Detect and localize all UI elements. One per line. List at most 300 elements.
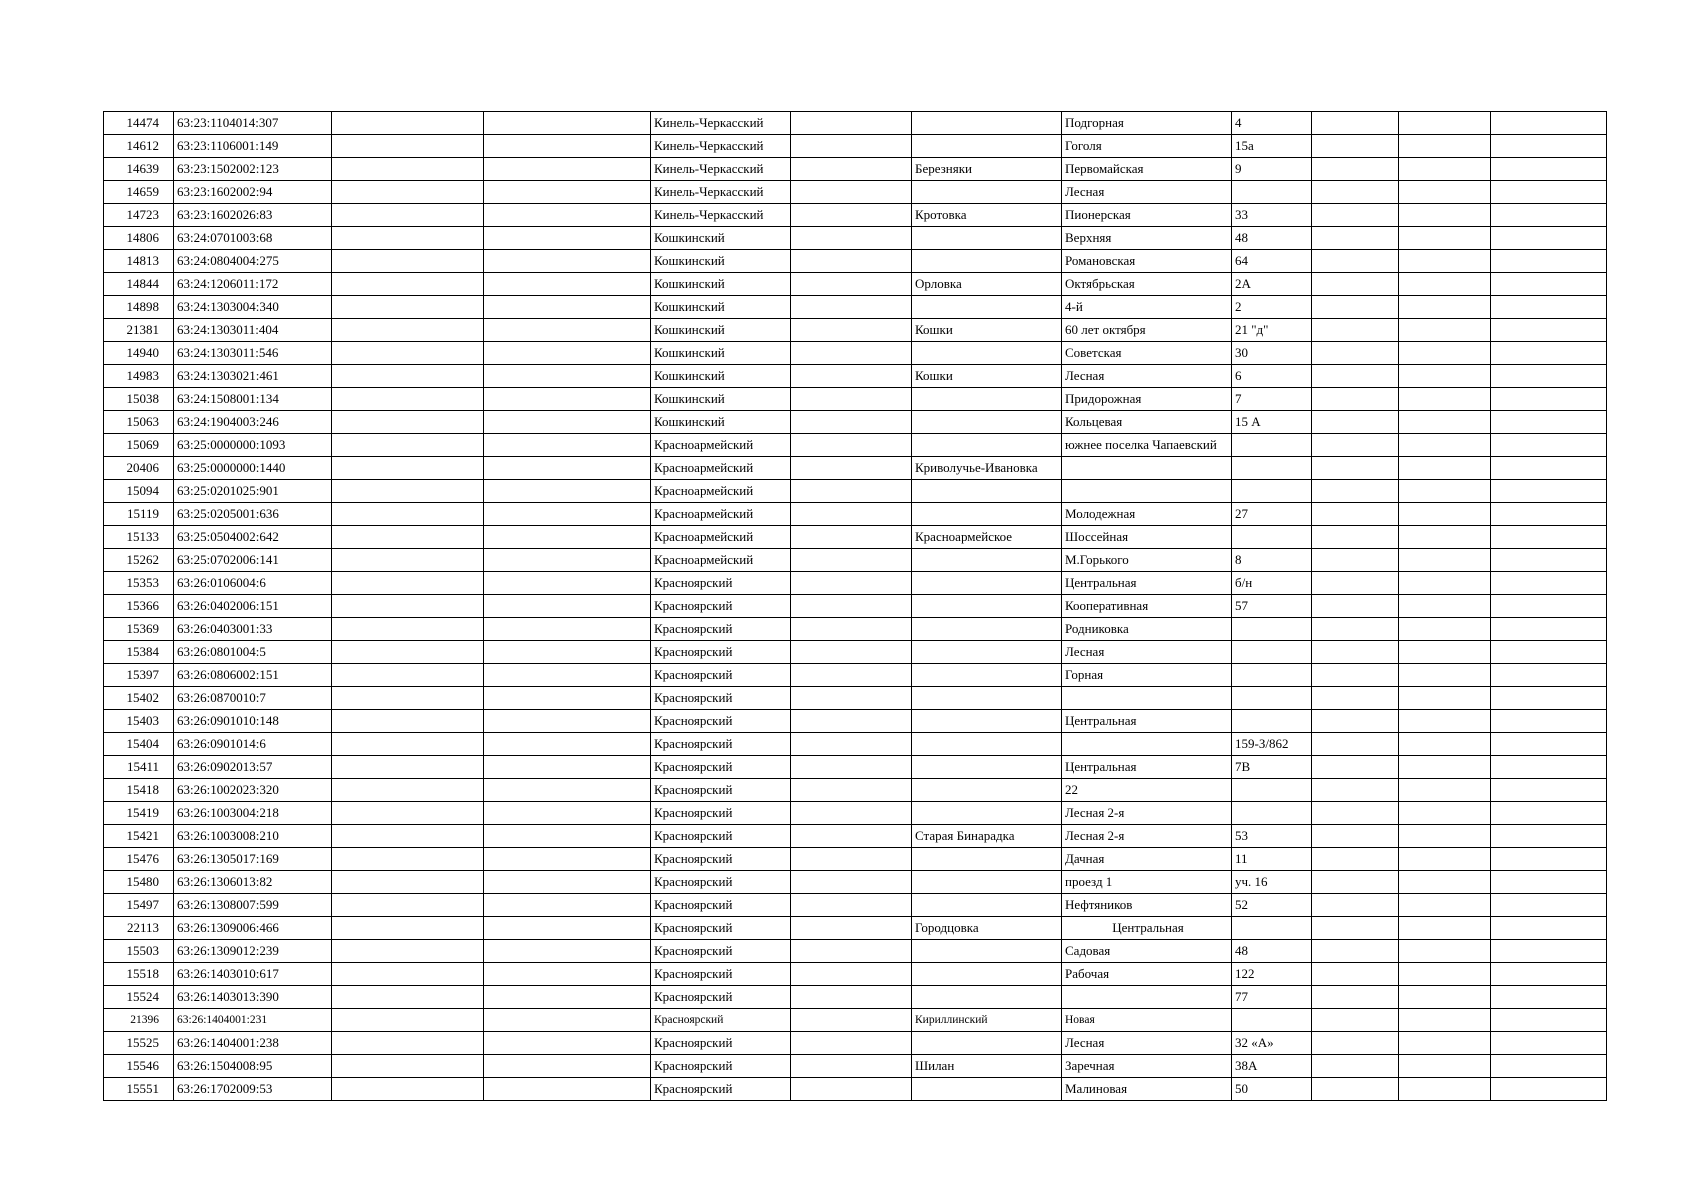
cell-district: Красноярский — [651, 940, 791, 963]
cell-blank-col-6 — [791, 227, 912, 250]
cell-settlement — [912, 1078, 1062, 1101]
cell-street: Садовая — [1062, 940, 1232, 963]
cell-district: Красноярский — [651, 779, 791, 802]
cell-blank-col-3 — [332, 733, 484, 756]
cell-cadastral-number: 63:26:1504008:95 — [174, 1055, 332, 1078]
cell-blank-col-6 — [791, 480, 912, 503]
cell-blank-col-6 — [791, 756, 912, 779]
cell-blank-col-10 — [1312, 319, 1399, 342]
cell-district: Красноармейский — [651, 457, 791, 480]
cell-settlement: Шилан — [912, 1055, 1062, 1078]
cell-district: Красноярский — [651, 710, 791, 733]
cell-blank-col-6 — [791, 871, 912, 894]
table-row — [104, 825, 1607, 848]
cell-district: Кинель-Черкасский — [651, 112, 791, 135]
cell-blank-col-11 — [1399, 1009, 1491, 1032]
cell-cadastral-number: 63:26:1002023:320 — [174, 779, 332, 802]
cell-blank-col-10 — [1312, 158, 1399, 181]
table-row — [104, 1055, 1607, 1078]
table-row — [104, 480, 1607, 503]
cell-blank-col-12 — [1491, 135, 1607, 158]
cell-blank-col-12 — [1491, 181, 1607, 204]
cell-blank-col-6 — [791, 1078, 912, 1101]
cell-settlement — [912, 641, 1062, 664]
cell-street: Нефтяников — [1062, 894, 1232, 917]
cell-house-number — [1232, 641, 1312, 664]
cell-district: Красноармейский — [651, 503, 791, 526]
cell-blank-col-6 — [791, 641, 912, 664]
cell-blank-col-3 — [332, 365, 484, 388]
table-row — [104, 871, 1607, 894]
cell-blank-col-6 — [791, 342, 912, 365]
cell-blank-col-12 — [1491, 1009, 1607, 1032]
cell-blank-col-12 — [1491, 664, 1607, 687]
cell-settlement: Красноармейское — [912, 526, 1062, 549]
cell-street: Лесная — [1062, 1032, 1232, 1055]
cell-street: Центральная — [1062, 917, 1232, 940]
cell-blank-col-12 — [1491, 112, 1607, 135]
cell-blank-col-4 — [484, 1055, 651, 1078]
cell-street: Родниковка — [1062, 618, 1232, 641]
cell-house-number — [1232, 664, 1312, 687]
cell-settlement: Криволучье-Ивановка — [912, 457, 1062, 480]
cell-district: Красноярский — [651, 1009, 791, 1032]
cell-blank-col-3 — [332, 273, 484, 296]
cell-blank-col-12 — [1491, 526, 1607, 549]
cell-cadastral-number: 63:26:1404001:231 — [174, 1009, 332, 1032]
cell-blank-col-3 — [332, 779, 484, 802]
cell-blank-col-11 — [1399, 411, 1491, 434]
cell-district: Красноярский — [651, 687, 791, 710]
cell-settlement — [912, 595, 1062, 618]
cell-blank-col-12 — [1491, 158, 1607, 181]
cell-row-id: 14806 — [104, 227, 174, 250]
cell-row-id: 15411 — [104, 756, 174, 779]
cell-settlement — [912, 112, 1062, 135]
cell-blank-col-3 — [332, 664, 484, 687]
cell-cadastral-number: 63:24:1206011:172 — [174, 273, 332, 296]
cell-district: Кошкинский — [651, 365, 791, 388]
cell-blank-col-4 — [484, 503, 651, 526]
cell-district: Кошкинский — [651, 342, 791, 365]
cell-blank-col-12 — [1491, 986, 1607, 1009]
cell-blank-col-3 — [332, 940, 484, 963]
table-row — [104, 940, 1607, 963]
cell-blank-col-11 — [1399, 848, 1491, 871]
cell-row-id: 15369 — [104, 618, 174, 641]
cell-row-id: 14940 — [104, 342, 174, 365]
cell-blank-col-10 — [1312, 204, 1399, 227]
cell-district: Кинель-Черкасский — [651, 204, 791, 227]
cell-blank-col-12 — [1491, 549, 1607, 572]
cell-blank-col-10 — [1312, 986, 1399, 1009]
cell-blank-col-4 — [484, 342, 651, 365]
cell-blank-col-12 — [1491, 894, 1607, 917]
cell-blank-col-3 — [332, 342, 484, 365]
cell-settlement — [912, 227, 1062, 250]
cell-row-id: 14898 — [104, 296, 174, 319]
cell-row-id: 14639 — [104, 158, 174, 181]
cell-blank-col-6 — [791, 802, 912, 825]
cell-row-id: 15524 — [104, 986, 174, 1009]
cell-blank-col-11 — [1399, 434, 1491, 457]
cell-blank-col-10 — [1312, 894, 1399, 917]
cell-blank-col-11 — [1399, 664, 1491, 687]
cell-blank-col-12 — [1491, 963, 1607, 986]
cell-settlement — [912, 894, 1062, 917]
cell-blank-col-6 — [791, 1032, 912, 1055]
cell-blank-col-10 — [1312, 779, 1399, 802]
cell-row-id: 15133 — [104, 526, 174, 549]
cell-street: Романовская — [1062, 250, 1232, 273]
cell-blank-col-10 — [1312, 112, 1399, 135]
cell-street: Октябрьская — [1062, 273, 1232, 296]
cell-blank-col-12 — [1491, 273, 1607, 296]
table-row — [104, 250, 1607, 273]
cell-blank-col-12 — [1491, 342, 1607, 365]
cell-settlement — [912, 963, 1062, 986]
cell-street: Центральная — [1062, 756, 1232, 779]
cell-blank-col-6 — [791, 618, 912, 641]
cell-blank-col-6 — [791, 779, 912, 802]
cell-blank-col-6 — [791, 687, 912, 710]
cell-street: Лесная — [1062, 641, 1232, 664]
cell-house-number: 48 — [1232, 940, 1312, 963]
table-row — [104, 664, 1607, 687]
cell-street — [1062, 480, 1232, 503]
cell-blank-col-6 — [791, 181, 912, 204]
cell-street: 22 — [1062, 779, 1232, 802]
cell-blank-col-12 — [1491, 710, 1607, 733]
cell-row-id: 15551 — [104, 1078, 174, 1101]
cell-blank-col-11 — [1399, 319, 1491, 342]
cell-blank-col-11 — [1399, 296, 1491, 319]
cell-settlement — [912, 848, 1062, 871]
cell-blank-col-4 — [484, 894, 651, 917]
cell-district: Красноярский — [651, 917, 791, 940]
cell-street: Верхняя — [1062, 227, 1232, 250]
cell-district: Кинель-Черкасский — [651, 135, 791, 158]
cell-blank-col-12 — [1491, 480, 1607, 503]
table-row — [104, 227, 1607, 250]
cell-house-number — [1232, 526, 1312, 549]
cell-street: Придорожная — [1062, 388, 1232, 411]
cell-house-number — [1232, 917, 1312, 940]
cell-row-id: 15525 — [104, 1032, 174, 1055]
cell-blank-col-3 — [332, 250, 484, 273]
cell-settlement — [912, 296, 1062, 319]
cell-blank-col-3 — [332, 802, 484, 825]
cell-blank-col-4 — [484, 158, 651, 181]
cell-blank-col-10 — [1312, 572, 1399, 595]
cell-row-id: 15353 — [104, 572, 174, 595]
cell-blank-col-4 — [484, 779, 651, 802]
cell-blank-col-12 — [1491, 503, 1607, 526]
cell-row-id: 15063 — [104, 411, 174, 434]
cell-district: Кошкинский — [651, 388, 791, 411]
table-row — [104, 319, 1607, 342]
cell-district: Красноармейский — [651, 526, 791, 549]
cell-cadastral-number: 63:25:0205001:636 — [174, 503, 332, 526]
cell-blank-col-11 — [1399, 986, 1491, 1009]
cell-house-number — [1232, 480, 1312, 503]
cell-street: Советская — [1062, 342, 1232, 365]
cell-row-id: 14612 — [104, 135, 174, 158]
cell-house-number: 2А — [1232, 273, 1312, 296]
cell-blank-col-11 — [1399, 342, 1491, 365]
cell-blank-col-10 — [1312, 365, 1399, 388]
table-row — [104, 135, 1607, 158]
cell-blank-col-4 — [484, 848, 651, 871]
cell-row-id: 15403 — [104, 710, 174, 733]
cell-row-id: 15480 — [104, 871, 174, 894]
cell-blank-col-11 — [1399, 273, 1491, 296]
cell-row-id: 15404 — [104, 733, 174, 756]
cell-blank-col-6 — [791, 1055, 912, 1078]
cell-cadastral-number: 63:24:1303011:546 — [174, 342, 332, 365]
cell-settlement — [912, 779, 1062, 802]
cell-street — [1062, 733, 1232, 756]
cell-row-id: 15421 — [104, 825, 174, 848]
cell-blank-col-6 — [791, 549, 912, 572]
cell-house-number: 77 — [1232, 986, 1312, 1009]
table-row — [104, 296, 1607, 319]
cell-blank-col-12 — [1491, 457, 1607, 480]
cell-settlement — [912, 687, 1062, 710]
cell-blank-col-6 — [791, 457, 912, 480]
cell-blank-col-10 — [1312, 963, 1399, 986]
cell-cadastral-number: 63:26:0901014:6 — [174, 733, 332, 756]
table-row — [104, 365, 1607, 388]
cell-blank-col-10 — [1312, 618, 1399, 641]
cell-blank-col-6 — [791, 572, 912, 595]
cell-district: Красноярский — [651, 664, 791, 687]
cell-blank-col-4 — [484, 526, 651, 549]
cell-house-number — [1232, 687, 1312, 710]
cell-house-number: 64 — [1232, 250, 1312, 273]
cell-settlement — [912, 664, 1062, 687]
cell-blank-col-11 — [1399, 733, 1491, 756]
cell-house-number: уч. 16 — [1232, 871, 1312, 894]
cell-street: Пионерская — [1062, 204, 1232, 227]
cell-blank-col-11 — [1399, 181, 1491, 204]
cell-settlement — [912, 756, 1062, 779]
cell-blank-col-3 — [332, 641, 484, 664]
cell-blank-col-3 — [332, 572, 484, 595]
cell-blank-col-4 — [484, 1078, 651, 1101]
cell-blank-col-12 — [1491, 871, 1607, 894]
cell-blank-col-3 — [332, 963, 484, 986]
cell-street: Лесная — [1062, 365, 1232, 388]
cell-blank-col-4 — [484, 572, 651, 595]
table-row — [104, 112, 1607, 135]
cell-house-number: 33 — [1232, 204, 1312, 227]
cell-blank-col-6 — [791, 917, 912, 940]
cell-street: Молодежная — [1062, 503, 1232, 526]
cell-row-id: 14813 — [104, 250, 174, 273]
cell-house-number: 159-З/862 — [1232, 733, 1312, 756]
cell-settlement — [912, 135, 1062, 158]
cell-blank-col-6 — [791, 940, 912, 963]
cell-settlement — [912, 940, 1062, 963]
cell-blank-col-6 — [791, 825, 912, 848]
cell-blank-col-10 — [1312, 940, 1399, 963]
cell-cadastral-number: 63:26:1309006:466 — [174, 917, 332, 940]
cell-blank-col-10 — [1312, 756, 1399, 779]
cell-cadastral-number: 63:26:0106004:6 — [174, 572, 332, 595]
cell-blank-col-12 — [1491, 296, 1607, 319]
cell-house-number: 53 — [1232, 825, 1312, 848]
cell-row-id: 15038 — [104, 388, 174, 411]
table-row — [104, 549, 1607, 572]
cell-blank-col-11 — [1399, 549, 1491, 572]
cell-row-id: 14723 — [104, 204, 174, 227]
cell-settlement — [912, 250, 1062, 273]
cell-blank-col-3 — [332, 158, 484, 181]
cell-blank-col-3 — [332, 894, 484, 917]
cell-blank-col-4 — [484, 825, 651, 848]
cell-blank-col-11 — [1399, 1078, 1491, 1101]
cell-house-number: 7В — [1232, 756, 1312, 779]
cell-blank-col-12 — [1491, 756, 1607, 779]
cell-blank-col-12 — [1491, 733, 1607, 756]
cell-house-number — [1232, 710, 1312, 733]
cell-blank-col-11 — [1399, 963, 1491, 986]
cell-blank-col-12 — [1491, 687, 1607, 710]
cell-house-number: 50 — [1232, 1078, 1312, 1101]
cell-row-id: 20406 — [104, 457, 174, 480]
cell-cadastral-number: 63:26:1003008:210 — [174, 825, 332, 848]
table-row — [104, 733, 1607, 756]
cell-street: Кооперативная — [1062, 595, 1232, 618]
cell-blank-col-6 — [791, 135, 912, 158]
cell-blank-col-12 — [1491, 917, 1607, 940]
cell-settlement — [912, 802, 1062, 825]
cell-blank-col-4 — [484, 112, 651, 135]
cell-blank-col-10 — [1312, 802, 1399, 825]
cell-district: Красноярский — [651, 595, 791, 618]
cell-cadastral-number: 63:26:1306013:82 — [174, 871, 332, 894]
cell-house-number: 15 А — [1232, 411, 1312, 434]
cell-street: 4-й — [1062, 296, 1232, 319]
cell-cadastral-number: 63:26:1403010:617 — [174, 963, 332, 986]
cell-row-id: 15402 — [104, 687, 174, 710]
cell-row-id: 21381 — [104, 319, 174, 342]
cell-cadastral-number: 63:25:0504002:642 — [174, 526, 332, 549]
cell-blank-col-3 — [332, 181, 484, 204]
cell-house-number: 32 «А» — [1232, 1032, 1312, 1055]
cell-blank-col-12 — [1491, 434, 1607, 457]
cell-settlement — [912, 342, 1062, 365]
cell-district: Красноармейский — [651, 549, 791, 572]
cell-blank-col-10 — [1312, 549, 1399, 572]
table-row — [104, 618, 1607, 641]
table-row — [104, 342, 1607, 365]
cell-blank-col-3 — [332, 135, 484, 158]
cell-blank-col-3 — [332, 204, 484, 227]
cell-cadastral-number: 63:23:1502002:123 — [174, 158, 332, 181]
cell-blank-col-3 — [332, 319, 484, 342]
cell-settlement — [912, 871, 1062, 894]
cell-settlement: Кошки — [912, 365, 1062, 388]
cell-street: Малиновая — [1062, 1078, 1232, 1101]
cell-street: Центральная — [1062, 572, 1232, 595]
cell-blank-col-12 — [1491, 250, 1607, 273]
cell-blank-col-6 — [791, 365, 912, 388]
cell-cadastral-number: 63:24:1303004:340 — [174, 296, 332, 319]
cell-district: Красноярский — [651, 572, 791, 595]
cell-cadastral-number: 63:26:0801004:5 — [174, 641, 332, 664]
table-row — [104, 779, 1607, 802]
cell-blank-col-6 — [791, 411, 912, 434]
cell-cadastral-number: 63:26:1003004:218 — [174, 802, 332, 825]
cell-blank-col-3 — [332, 1055, 484, 1078]
table-row — [104, 204, 1607, 227]
cell-blank-col-6 — [791, 388, 912, 411]
cell-blank-col-3 — [332, 871, 484, 894]
cell-row-id: 15419 — [104, 802, 174, 825]
cell-blank-col-11 — [1399, 204, 1491, 227]
cell-blank-col-12 — [1491, 595, 1607, 618]
cell-blank-col-10 — [1312, 825, 1399, 848]
cell-house-number: 21 "д" — [1232, 319, 1312, 342]
cell-settlement — [912, 1032, 1062, 1055]
cell-house-number: 57 — [1232, 595, 1312, 618]
cell-blank-col-12 — [1491, 1055, 1607, 1078]
cell-blank-col-11 — [1399, 526, 1491, 549]
cell-blank-col-11 — [1399, 457, 1491, 480]
cell-cadastral-number: 63:23:1106001:149 — [174, 135, 332, 158]
data-table — [103, 111, 1607, 1101]
cell-house-number: 2 — [1232, 296, 1312, 319]
cell-blank-col-6 — [791, 112, 912, 135]
cell-cadastral-number: 63:24:1904003:246 — [174, 411, 332, 434]
cell-cadastral-number: 63:24:1303021:461 — [174, 365, 332, 388]
cell-row-id: 15262 — [104, 549, 174, 572]
cell-blank-col-12 — [1491, 641, 1607, 664]
cell-cadastral-number: 63:26:0403001:33 — [174, 618, 332, 641]
cell-blank-col-12 — [1491, 365, 1607, 388]
cell-cadastral-number: 63:24:1508001:134 — [174, 388, 332, 411]
cell-street — [1062, 986, 1232, 1009]
cell-blank-col-10 — [1312, 526, 1399, 549]
table-row — [104, 411, 1607, 434]
cell-blank-col-11 — [1399, 710, 1491, 733]
cell-blank-col-10 — [1312, 457, 1399, 480]
cell-blank-col-4 — [484, 135, 651, 158]
table-row — [104, 434, 1607, 457]
cell-blank-col-10 — [1312, 1078, 1399, 1101]
cell-street: Лесная 2-я — [1062, 825, 1232, 848]
cell-blank-col-6 — [791, 963, 912, 986]
cell-blank-col-3 — [332, 917, 484, 940]
cell-blank-col-4 — [484, 871, 651, 894]
table-row — [104, 388, 1607, 411]
cell-blank-col-6 — [791, 664, 912, 687]
cell-settlement — [912, 388, 1062, 411]
cell-blank-col-11 — [1399, 802, 1491, 825]
cell-blank-col-12 — [1491, 825, 1607, 848]
cell-district: Красноярский — [651, 733, 791, 756]
cell-street — [1062, 687, 1232, 710]
cell-blank-col-4 — [484, 549, 651, 572]
cell-blank-col-12 — [1491, 940, 1607, 963]
cell-blank-col-3 — [332, 549, 484, 572]
cell-blank-col-11 — [1399, 388, 1491, 411]
cell-blank-col-4 — [484, 756, 651, 779]
cell-district: Красноярский — [651, 641, 791, 664]
cell-blank-col-12 — [1491, 618, 1607, 641]
